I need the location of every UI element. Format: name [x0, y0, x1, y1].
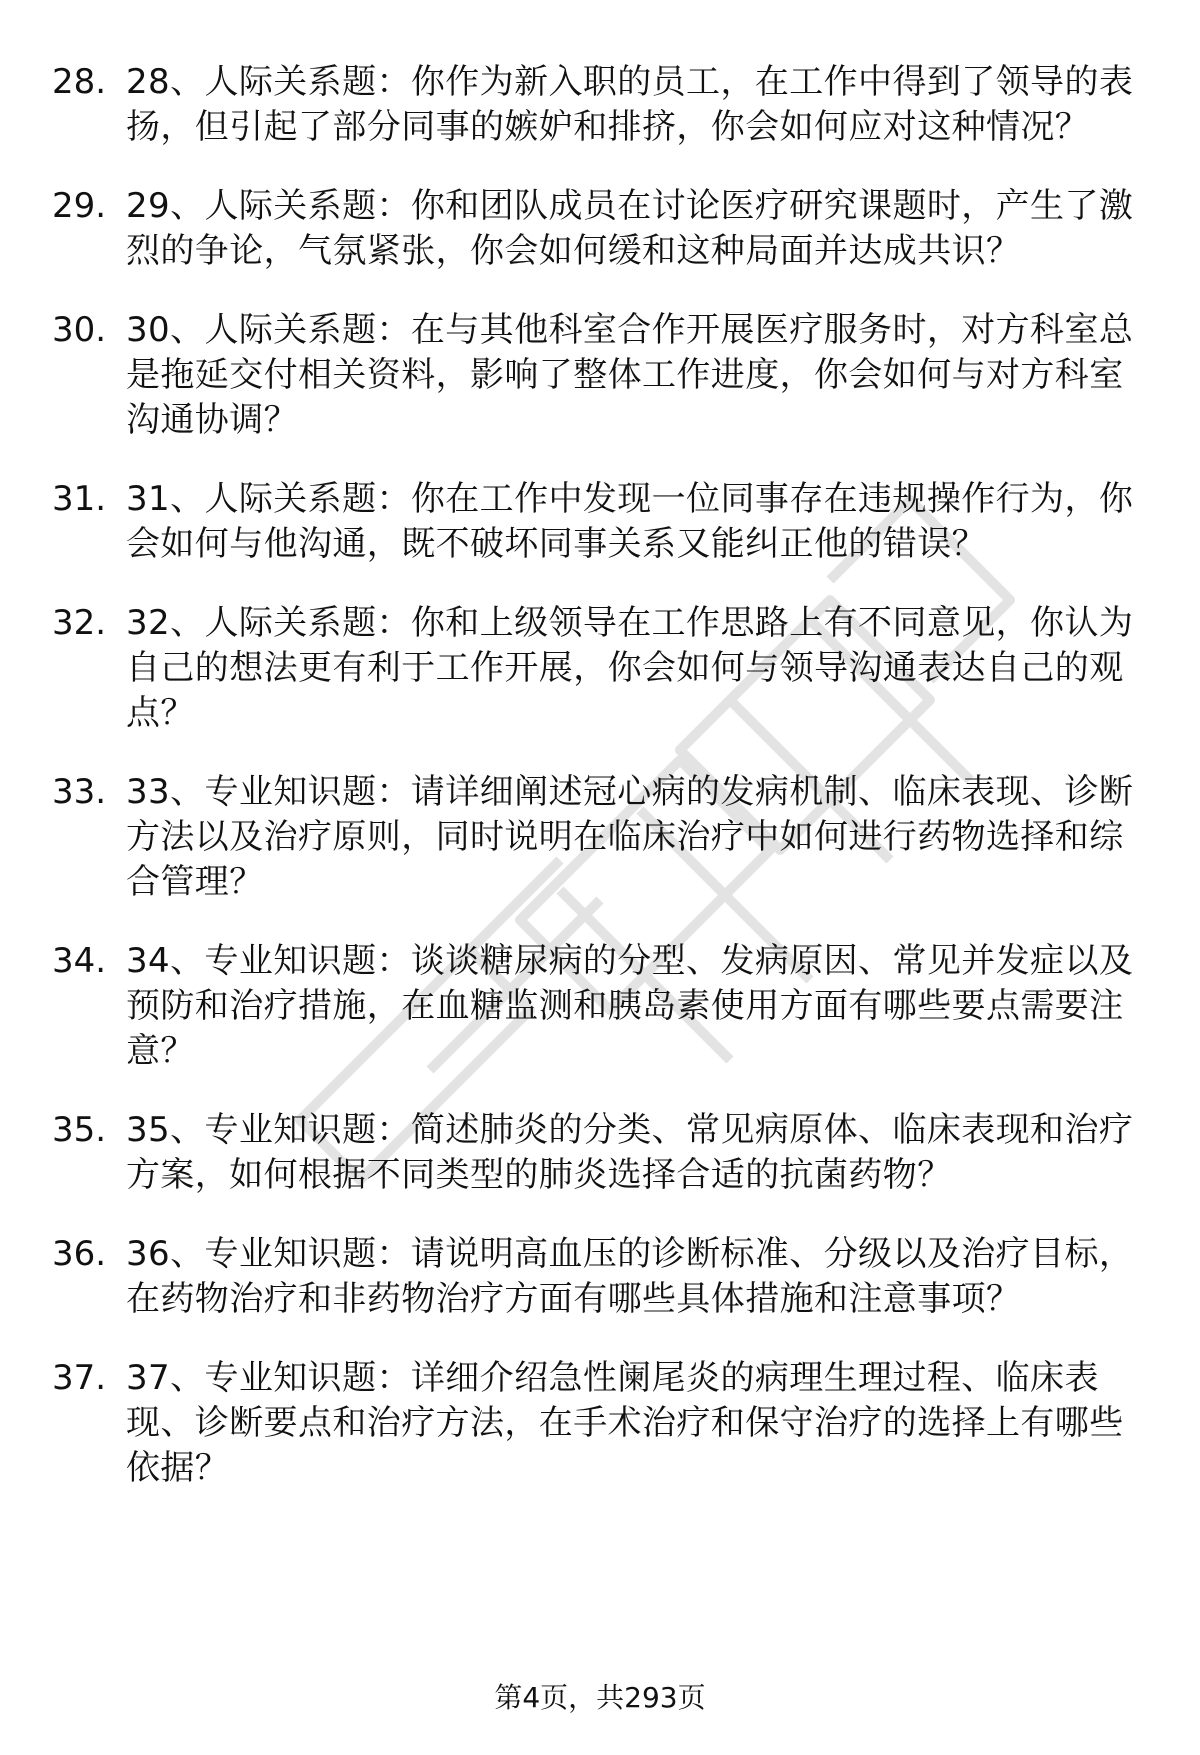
question-item	[52, 60, 1152, 150]
question-text: 30、人际关系题：在与其他科室合作开展医疗服务时，对方科室总是拖延交付相关资料，影响了整体工作进度，你会如何与对方科室沟通协调？	[126, 310, 1134, 440]
question-item	[52, 1232, 1152, 1322]
question-text: 29、人际关系题：你和团队成员在讨论医疗研究课题时，产生了激烈的争论，气氛紧张，你会如何缓和这种局面并达成共识？	[126, 186, 1134, 271]
question-text: 35、专业知识题：简述肺炎的分类、常见病原体、临床表现和治疗方案，如何根据不同类型的肺炎选择合适的抗菌药物？	[126, 1110, 1134, 1195]
question-item	[52, 1356, 1152, 1491]
question-item	[52, 770, 1152, 905]
question-number: 32.	[52, 603, 107, 643]
question-text: 37、专业知识题：详细介绍急性阑尾炎的病理生理过程、临床表现、诊断要点和治疗方法，在手术治疗和保守治疗的选择上有哪些依据？	[126, 1358, 1124, 1488]
question-text: 31、人际关系题：你在工作中发现一位同事存在违规操作行为，你会如何与他沟通，既不破坏同事关系又能纠正他的错误？	[126, 479, 1134, 564]
question-text: 34、专业知识题：谈谈糖尿病的分型、发病原因、常见并发症以及预防和治疗措施，在血糖监测和胰岛素使用方面有哪些要点需要注意？	[126, 941, 1134, 1071]
question-number: 37.	[52, 1358, 107, 1398]
question-number: 34.	[52, 941, 107, 981]
question-item	[52, 477, 1152, 567]
question-text: 28、人际关系题：你作为新入职的员工，在工作中得到了领导的表扬，但引起了部分同事的嫉妒和排挤，你会如何应对这种情况？	[126, 62, 1134, 147]
question-item	[52, 308, 1152, 443]
question-item	[52, 601, 1152, 736]
question-item	[52, 939, 1152, 1074]
question-number: 28.	[52, 62, 107, 102]
question-text: 36、专业知识题：请说明高血压的诊断标准、分级以及治疗目标，在药物治疗和非药物治疗方面有哪些具体措施和注意事项？	[126, 1234, 1134, 1319]
question-text: 33、专业知识题：请详细阐述冠心病的发病机制、临床表现、诊断方法以及治疗原则，同时说明在临床治疗中如何进行药物选择和综合管理？	[126, 772, 1134, 902]
question-list	[52, 60, 1152, 1525]
question-text: 32、人际关系题：你和上级领导在工作思路上有不同意见，你认为自己的想法更有利于工作开展，你会如何与领导沟通表达自己的观点？	[126, 603, 1134, 733]
question-number: 31.	[52, 479, 107, 519]
question-item	[52, 184, 1152, 274]
question-number: 35.	[52, 1110, 107, 1150]
question-number: 29.	[52, 186, 107, 226]
question-item	[52, 1108, 1152, 1198]
page-footer: 第4页，共293页	[494, 1681, 706, 1714]
question-number: 30.	[52, 310, 107, 350]
question-number: 33.	[52, 772, 107, 812]
question-number: 36.	[52, 1234, 107, 1274]
